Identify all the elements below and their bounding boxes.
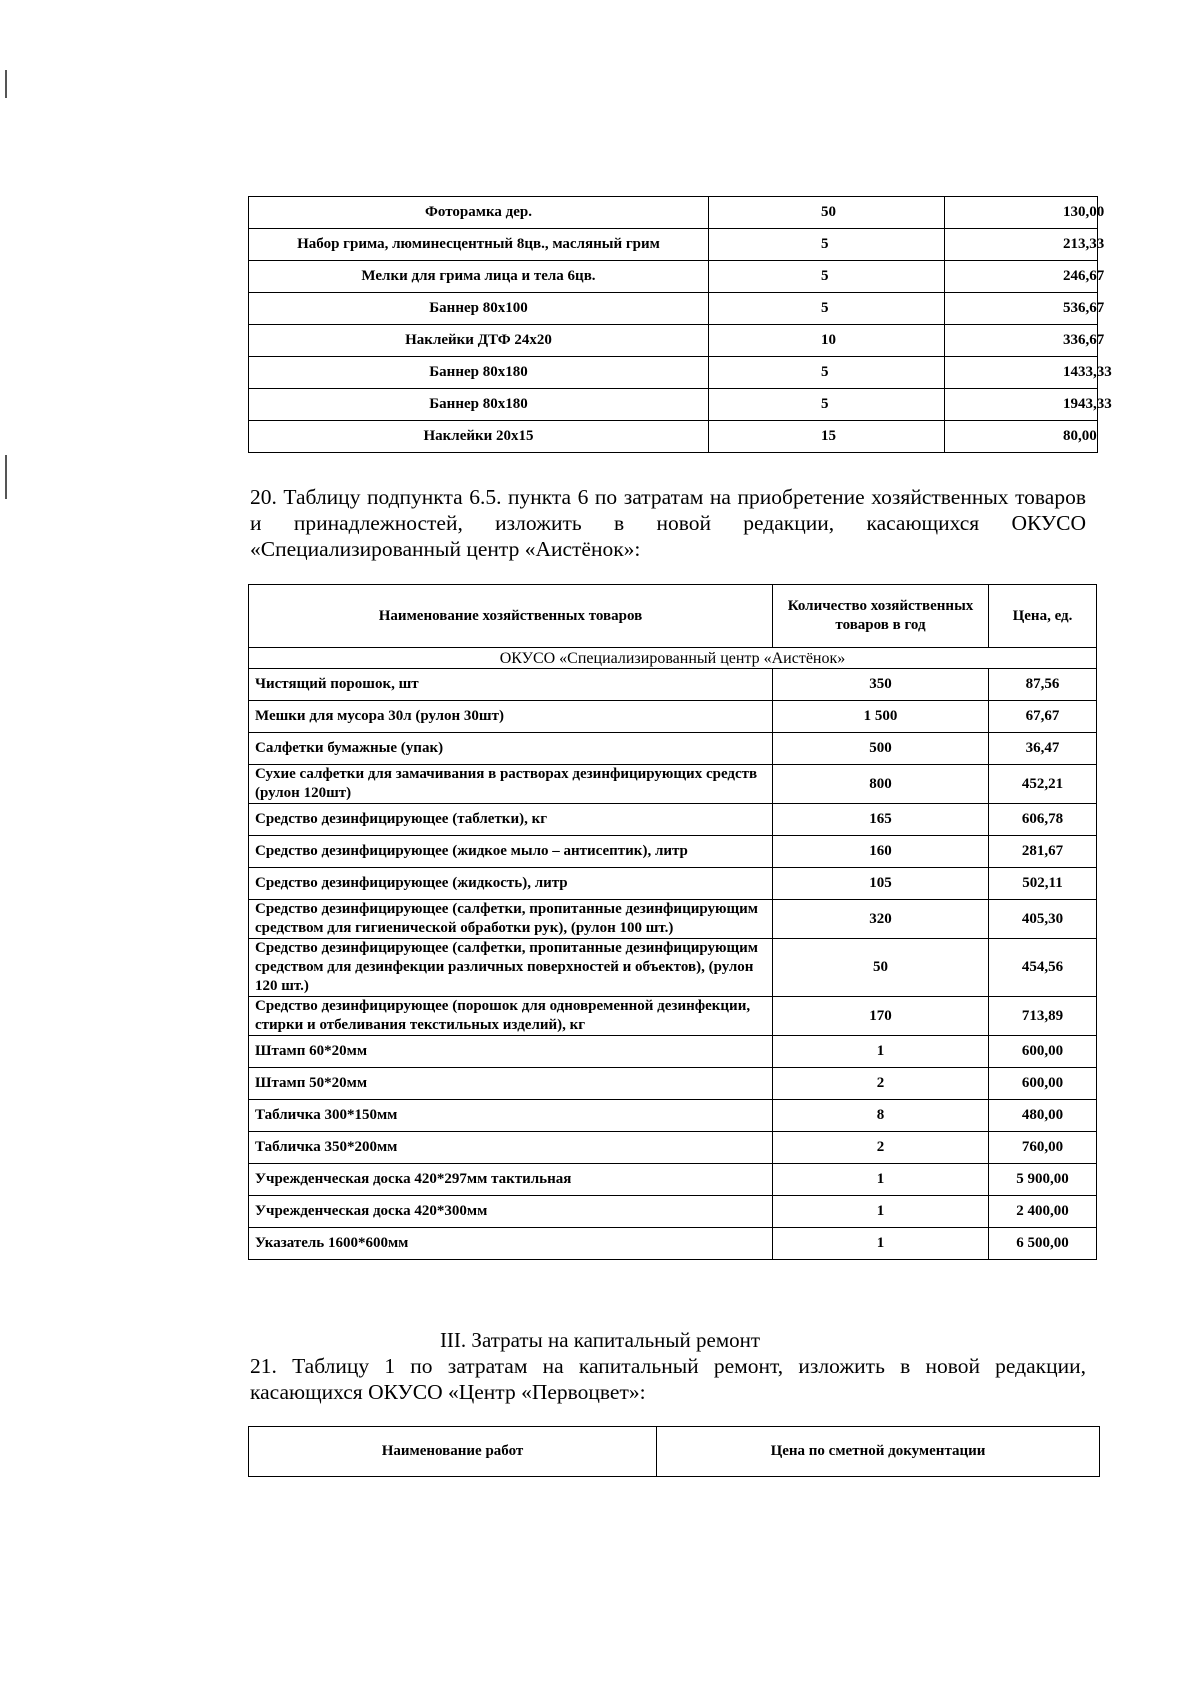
item-price: 5 900,00 [989, 1164, 1097, 1196]
paragraph-21: 21. Таблицу 1 по затратам на капитальный ремонт, изложить в новой редакции, касающихся ОКУСО «Центр «Первоцвет»: [250, 1354, 1086, 1404]
item-qty: 5 [709, 229, 945, 261]
item-name: Мешки для мусора 30л (рулон 30шт) [249, 701, 773, 733]
item-price: 87,56 [989, 669, 1097, 701]
table-row [249, 939, 1097, 997]
item-name: Табличка 350*200мм [249, 1132, 773, 1164]
item-qty: 320 [773, 900, 989, 939]
item-qty: 1 [773, 1228, 989, 1260]
table-row [249, 1196, 1097, 1228]
item-qty: 500 [773, 733, 989, 765]
item-name: Баннер 80х180 [249, 389, 709, 421]
item-price: 213,33 [945, 229, 1098, 261]
item-price: 6 500,00 [989, 1228, 1097, 1260]
item-qty: 800 [773, 765, 989, 804]
item-qty: 165 [773, 804, 989, 836]
table-1-body [249, 197, 1112, 453]
table-3-body [249, 1427, 1100, 1477]
table-row [249, 900, 1097, 939]
item-name: Средство дезинфицирующее (салфетки, пропитанные дезинфицирующим средством для гигиенической обработки рук), (рулон 100 шт.) [249, 900, 773, 939]
item-price: 281,67 [989, 836, 1097, 868]
item-price: 606,78 [989, 804, 1097, 836]
item-price: 1433,33 [945, 357, 1098, 389]
table-row [249, 325, 1098, 357]
item-price: 600,00 [989, 1036, 1097, 1068]
table-row [249, 1164, 1097, 1196]
table-row [249, 1036, 1097, 1068]
item-qty: 1 [773, 1164, 989, 1196]
item-name: Средство дезинфицирующее (порошок для одновременной дезинфекции, стирки и отбеливания текстильных изделий), кг [249, 997, 773, 1036]
header-row [249, 585, 1097, 648]
item-price: 336,67 [945, 325, 1098, 357]
item-name: Наклейки 20х15 [249, 421, 709, 453]
item-qty: 1 500 [773, 701, 989, 733]
item-price: 246,67 [945, 261, 1098, 293]
item-qty: 10 [709, 325, 945, 357]
item-qty: 160 [773, 836, 989, 868]
table-row [249, 229, 1098, 261]
item-price: 502,11 [989, 868, 1097, 900]
section-3-heading: III. Затраты на капитальный ремонт [439, 1328, 761, 1352]
item-price: 760,00 [989, 1132, 1097, 1164]
item-price: 80,00 [945, 421, 1098, 453]
item-name: Средство дезинфицирующее (жидкость), литр [249, 868, 773, 900]
item-qty: 15 [709, 421, 945, 453]
item-qty: 50 [773, 939, 989, 997]
item-name: Штамп 50*20мм [249, 1068, 773, 1100]
item-price: 713,89 [989, 997, 1097, 1036]
table-row [249, 1100, 1097, 1132]
table-1 [248, 196, 1112, 453]
table-row [249, 421, 1098, 453]
table-2 [248, 584, 1097, 1260]
col-header-name: Наименование хозяйственных товаров [249, 585, 773, 648]
item-qty: 5 [709, 357, 945, 389]
item-qty: 5 [709, 261, 945, 293]
item-price: 405,30 [989, 900, 1097, 939]
item-qty: 2 [773, 1132, 989, 1164]
group-row [249, 648, 1097, 669]
col-header-work-name: Наименование работ [249, 1427, 657, 1477]
col-header-estimate-price: Цена по сметной документации [657, 1427, 1100, 1477]
item-name: Фоторамка дер. [249, 197, 709, 229]
item-name: Штамп 60*20мм [249, 1036, 773, 1068]
table-row [249, 389, 1098, 421]
item-price: 600,00 [989, 1068, 1097, 1100]
item-price: 36,47 [989, 733, 1097, 765]
item-price: 480,00 [989, 1100, 1097, 1132]
table-row [249, 868, 1097, 900]
item-name: Сухие салфетки для замачивания в растворах дезинфицирующих средств (рулон 120шт) [249, 765, 773, 804]
table-row [249, 997, 1097, 1036]
scan-artifact [5, 70, 7, 98]
item-qty: 50 [709, 197, 945, 229]
item-name: Учрежденческая доска 420*297мм тактильная [249, 1164, 773, 1196]
item-qty: 5 [709, 389, 945, 421]
item-name: Средство дезинфицирующее (салфетки, пропитанные дезинфицирующим средством для дезинфекции различных поверхностей и объектов), (рулон 120 шт.) [249, 939, 773, 997]
table-row [249, 733, 1097, 765]
item-qty: 1 [773, 1036, 989, 1068]
item-price: 2 400,00 [989, 1196, 1097, 1228]
item-qty: 105 [773, 868, 989, 900]
item-qty: 5 [709, 293, 945, 325]
item-price: 454,56 [989, 939, 1097, 997]
item-qty: 350 [773, 669, 989, 701]
item-price: 130,00 [945, 197, 1098, 229]
table-row [249, 1132, 1097, 1164]
table-row [249, 261, 1098, 293]
item-name: Баннер 80х180 [249, 357, 709, 389]
col-header-price: Цена, ед. [989, 585, 1097, 648]
table-2-body [249, 648, 1097, 1260]
item-name: Баннер 80х100 [249, 293, 709, 325]
item-name: Средство дезинфицирующее (таблетки), кг [249, 804, 773, 836]
table-2-header [249, 585, 1097, 648]
header-row [249, 1427, 1100, 1477]
item-name: Мелки для грима лица и тела 6цв. [249, 261, 709, 293]
item-price: 536,67 [945, 293, 1098, 325]
table-row [249, 765, 1097, 804]
item-price: 67,67 [989, 701, 1097, 733]
paragraph-20: 20. Таблицу подпункта 6.5. пункта 6 по затратам на приобретение хозяйственных товаров и принадлежностей, изложить в новой редакции, касающихся ОКУСО «Специализированный центр «Аистёнок»: [250, 485, 1086, 561]
item-name: Чистящий порошок, шт [249, 669, 773, 701]
item-price: 452,21 [989, 765, 1097, 804]
table-row [249, 357, 1098, 389]
item-name: Набор грима, люминесцентный 8цв., масляный грим [249, 229, 709, 261]
item-name: Средство дезинфицирующее (жидкое мыло – антисептик), литр [249, 836, 773, 868]
item-qty: 8 [773, 1100, 989, 1132]
table-row [249, 1068, 1097, 1100]
item-name: Указатель 1600*600мм [249, 1228, 773, 1260]
item-name: Салфетки бумажные (упак) [249, 733, 773, 765]
item-price: 1943,33 [945, 389, 1098, 421]
item-qty: 170 [773, 997, 989, 1036]
table-row [249, 701, 1097, 733]
table-row [249, 804, 1097, 836]
table-row [249, 197, 1098, 229]
item-qty: 1 [773, 1196, 989, 1228]
table-row [249, 836, 1097, 868]
item-name: Наклейки ДТФ 24х20 [249, 325, 709, 357]
item-qty: 2 [773, 1068, 989, 1100]
col-header-qty: Количество хозяйственных товаров в год [773, 585, 989, 648]
table-row [249, 293, 1098, 325]
scan-artifact [5, 455, 7, 499]
table-row [249, 669, 1097, 701]
item-name: Учрежденческая доска 420*300мм [249, 1196, 773, 1228]
item-name: Табличка 300*150мм [249, 1100, 773, 1132]
table-3 [248, 1426, 1100, 1477]
table-row [249, 1228, 1097, 1260]
group-label: ОКУСО «Специализированный центр «Аистёнок» [249, 648, 1097, 669]
